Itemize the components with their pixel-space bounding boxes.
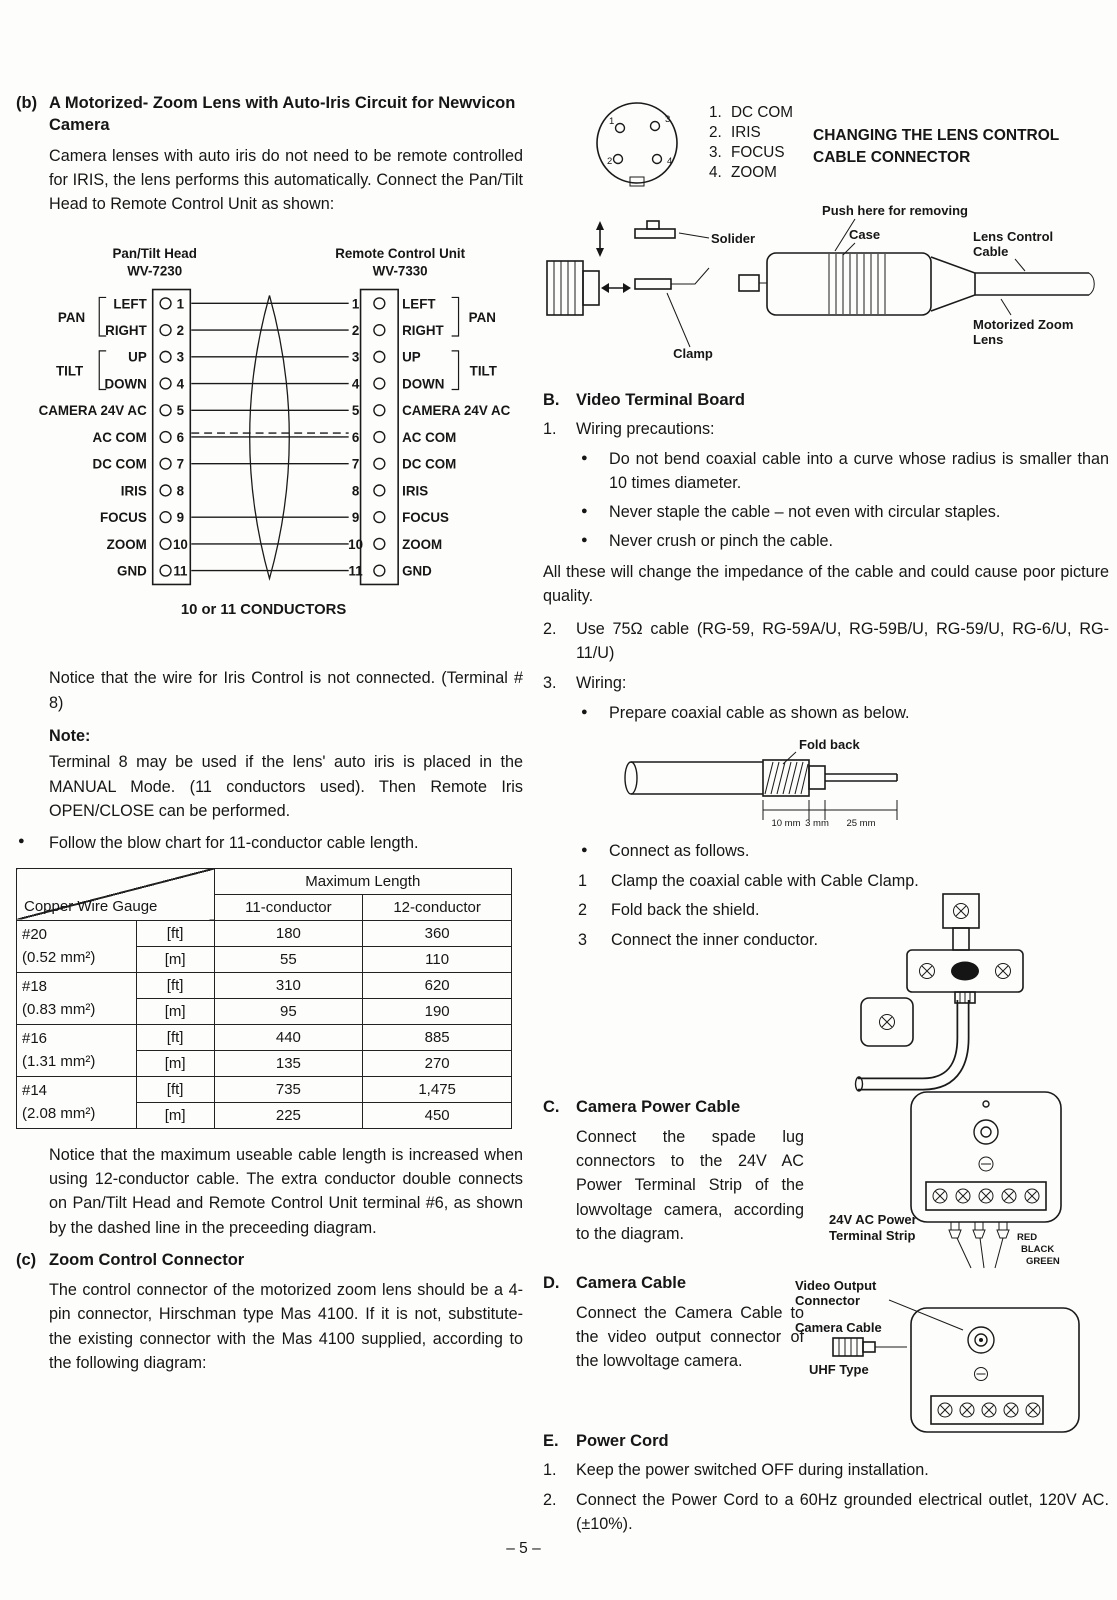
screw-icon	[1004, 1403, 1018, 1417]
terminal-number: 2	[176, 323, 185, 339]
section-title: Camera Cable	[576, 1273, 687, 1292]
motorized-label-1: Motorized Zoom	[973, 317, 1074, 332]
terminal-label-right: RIGHT	[402, 323, 444, 339]
screw-icon	[996, 963, 1011, 978]
section-b-heading	[16, 92, 523, 137]
terminal-label-left: ZOOM	[106, 537, 147, 553]
terminal-circle	[160, 405, 171, 416]
terminal-circle	[160, 432, 171, 443]
item-number: 2.	[543, 619, 557, 638]
tilt-label-left: TILT	[55, 364, 84, 380]
gauge-area: (0.52 mm²)	[22, 949, 96, 967]
value-cell: 1,475	[363, 1076, 512, 1102]
value-cell: 95	[214, 998, 363, 1024]
terminal-label-right: AC COM	[402, 430, 457, 446]
section-d-body: Connect the Camera Cable to the video output connector of the lowvoltage camera.	[576, 1303, 804, 1371]
section-c-label: (c)	[16, 1250, 37, 1269]
pantilt-model: WV-7230	[127, 264, 183, 280]
terminal-circle	[374, 325, 385, 336]
connector-outer	[974, 1120, 998, 1144]
gauge-area: (1.31 mm²)	[22, 1053, 96, 1071]
pan-label-right: PAN	[468, 310, 496, 326]
motorized-pointer	[1001, 299, 1011, 315]
impedance-note: All these will change the impedance of the cable and could cause poor picture quality.	[543, 563, 1109, 606]
section-c-body: Connect the spade lug connectors to the 24V AC Power Terminal Strip of the lowvoltage camera, according to the diagram.	[576, 1127, 804, 1244]
video-output-label-2: Connector	[795, 1292, 860, 1308]
wire	[957, 1238, 971, 1268]
terminal-circle	[160, 539, 171, 550]
fold-back-label: Fold back	[799, 736, 860, 752]
terminal-number: 7	[351, 457, 360, 473]
pantilt-head-title: Pan/Tilt Head	[112, 246, 197, 262]
connector-shell	[547, 261, 583, 315]
legend-number: 1.	[709, 104, 722, 121]
terminal-circle	[160, 512, 171, 523]
terminal-label-right: UP	[402, 350, 421, 366]
terminal-number: 1	[176, 296, 185, 312]
tilt-label-right: TILT	[469, 364, 497, 380]
terminal-number: 2	[351, 323, 360, 339]
dim-25mm: 25 mm	[846, 817, 876, 829]
terminal-number: 5	[351, 403, 360, 419]
push-here-label: Push here for removing	[822, 203, 968, 218]
page-number: – 5 –	[506, 1540, 541, 1557]
legend-item	[709, 163, 801, 183]
terminal-label-right: IRIS	[402, 483, 429, 499]
pin-2-number: 2	[607, 156, 613, 167]
lens-case	[767, 253, 931, 315]
screw-icon	[1002, 1189, 1016, 1203]
unit-cell: [ft]	[136, 1024, 214, 1050]
item-number: 2.	[543, 1490, 557, 1509]
camera-cable-diagram	[793, 1278, 1103, 1444]
legend-number: 4.	[709, 164, 722, 181]
follow-chart-line: ● Follow the blow chart for 11-conductor cable length.	[16, 832, 523, 855]
changing-connector-heading	[813, 125, 1059, 170]
pin-4-number: 4	[667, 156, 673, 167]
cable-clamp	[951, 961, 979, 980]
dim-10mm: 10 mm	[771, 817, 801, 829]
section-c-body: The control connector of the motorized zoom lens should be a 4-pin connector, Hirschman type Mas 4100. If it is not, substitute- the existing connector with the Mas 4100 supplied, according to the following diagram:	[49, 1281, 523, 1373]
step-text: Connect the inner conductor.	[611, 930, 818, 949]
terminal-label-right: GND	[402, 563, 432, 579]
camera-cable-label: Camera Cable	[795, 1319, 882, 1335]
table-row	[17, 920, 512, 946]
gauge-cell	[17, 1024, 137, 1076]
terminal-label-right: LEFT	[402, 296, 436, 312]
screw-icon	[956, 1189, 970, 1203]
pin-3-number: 3	[665, 114, 671, 125]
spade-lug	[973, 1222, 985, 1238]
list-item: ● Never staple the cable – not even with circular staples.	[579, 501, 1109, 525]
list-item: ● Prepare coaxial cable as shown as below.	[579, 702, 1109, 726]
item-text: Keep the power switched OFF during installation.	[576, 1460, 929, 1479]
terminal-number: 6	[176, 430, 185, 446]
gauge-cell	[17, 920, 137, 972]
section-title: Power Cord	[576, 1431, 669, 1450]
legend-item	[709, 103, 801, 123]
screw-icon	[979, 1189, 993, 1203]
terminal-label-left: FOCUS	[99, 510, 147, 526]
step-text: Clamp the coaxial cable with Cable Clamp.	[611, 871, 919, 890]
terminal-circle	[374, 379, 385, 390]
section-label: E.	[543, 1431, 559, 1450]
terminal-label-left: RIGHT	[105, 323, 147, 339]
value-cell: 885	[363, 1024, 512, 1050]
screw-icon	[1025, 1189, 1039, 1203]
terminal-label-left: IRIS	[120, 483, 147, 499]
terminal-number: 9	[351, 510, 360, 526]
step-number: 1	[578, 871, 588, 890]
cable-end	[625, 762, 637, 794]
terminal-circle	[374, 512, 385, 523]
terminal-circle	[374, 566, 385, 577]
pin-4	[653, 155, 662, 164]
notice-12-conductor: Notice that the maximum useable cable length is increased when using 12-conductor cable. The extra conductor double connects on Pan/Tilt Head and Remote Control Unit terminal #6, as shown by the dashed line in the preceeding diagram.	[49, 1145, 523, 1237]
screw-icon	[933, 1189, 947, 1203]
pin-3	[651, 122, 660, 131]
dim-3mm: 3 mm	[805, 817, 829, 829]
solider-label: Solider	[711, 231, 756, 246]
value-cell: 270	[363, 1050, 512, 1076]
heading-line-2: CABLE CONNECTOR	[813, 149, 971, 167]
cable-length-table	[16, 868, 512, 1129]
section-d-camera-cable	[543, 1272, 1109, 1430]
section-e-power-cord	[543, 1430, 1109, 1537]
spade-lug	[997, 1222, 1009, 1238]
step-number: 2	[578, 901, 588, 920]
lens-connector-exploded-diagram	[543, 201, 1108, 369]
contact-lug	[635, 229, 675, 238]
value-cell: 620	[363, 972, 512, 998]
screw-icon	[920, 963, 935, 978]
terminal-circle	[374, 405, 385, 416]
item-text: Wiring precautions:	[576, 420, 715, 439]
motorized-label-2: Lens	[973, 332, 1004, 347]
gauge-number: #20	[22, 925, 48, 943]
section-heading	[543, 389, 1109, 411]
table-row	[17, 1024, 512, 1050]
terminal-label-right: DC COM	[402, 457, 457, 473]
terminal-number: 4	[351, 376, 360, 392]
value-cell: 310	[214, 972, 363, 998]
connect-step	[578, 870, 1109, 893]
terminal-label-left: AC COM	[92, 430, 147, 446]
table-corner-cell	[17, 868, 215, 920]
terminal-number: 3	[176, 350, 185, 366]
conductors-caption: 10 or 11 CONDUCTORS	[180, 602, 347, 619]
rcu-model: WV-7330	[372, 264, 428, 280]
solider-pointer	[679, 233, 709, 238]
connect-intro	[579, 840, 1109, 864]
terminal-label-right: CAMERA 24V AC	[402, 403, 511, 419]
notice-iris: Notice that the wire for Iris Control is not connected. (Terminal # 8)	[49, 669, 523, 712]
terminal-number: 3	[351, 350, 360, 366]
video-output-pointer	[889, 1300, 963, 1330]
right-column	[543, 95, 1109, 1543]
terminal-number: 6	[351, 430, 360, 446]
terminal-number: 5	[176, 403, 185, 419]
terminal-label-right: DOWN	[402, 376, 445, 392]
unit-cell: [m]	[136, 1102, 214, 1128]
section-b-title: A Motorized- Zoom Lens with Auto-Iris Circuit for Newvicon Camera	[49, 94, 516, 135]
camera-power-diagram	[899, 1090, 1077, 1272]
wire-green-label: GREEN	[1026, 1255, 1060, 1267]
section-c-camera-power	[543, 1096, 1109, 1272]
gauge-cell	[17, 1076, 137, 1128]
terminal-number: 4	[176, 376, 185, 392]
section-b-body: Camera lenses with auto iris do not need to be remote controlled for IRIS, the lens performs this automatically. Connect the Pan/Tilt Head to Remote Control Unit as shown:	[49, 146, 523, 214]
pin-connector-diagram	[583, 95, 695, 193]
rcu-title: Remote Control Unit	[335, 246, 466, 262]
lens-cable-pointer	[1015, 259, 1025, 271]
cable-clamp-diagram	[851, 892, 1061, 1100]
coax-prep-diagram	[613, 736, 943, 830]
clamp-label: Clamp	[673, 346, 713, 361]
pin-connector-row	[543, 95, 1109, 199]
legend-item	[709, 123, 801, 143]
right-terminal-box	[361, 290, 399, 585]
case-taper	[931, 257, 975, 311]
heading-line-1: CHANGING THE LENS CONTROL	[813, 127, 1060, 144]
numbered-item	[543, 618, 1109, 666]
left-column	[16, 92, 523, 1384]
terminal-label-left: LEFT	[113, 296, 147, 312]
gauge-area: (2.08 mm²)	[22, 1105, 96, 1123]
item-text: Use 75Ω cable (RG-59, RG-59A/U, RG-59B/U, RG-59/U, RG-6/U, RG-11/U)	[576, 619, 1109, 662]
video-output-label-1: Video Output	[795, 1277, 877, 1293]
section-label: D.	[543, 1273, 560, 1292]
terminal-number: 7	[176, 457, 185, 473]
uhf-plug	[833, 1338, 863, 1356]
legend-label: DC COM	[731, 104, 794, 121]
table-row	[17, 972, 512, 998]
unit-cell: [ft]	[136, 920, 214, 946]
clamp-pointer	[667, 293, 690, 347]
terminal-label-left: DC COM	[92, 457, 147, 473]
section-b-video-terminal	[543, 389, 1109, 726]
item-text: Connect the Power Cord to a 60Hz grounded electrical outlet, 120V AC. (±10%).	[576, 1490, 1109, 1533]
pin-1-number: 1	[609, 116, 615, 127]
value-cell: 135	[214, 1050, 363, 1076]
uhf-type-label: UHF Type	[809, 1361, 869, 1377]
legend-item	[709, 143, 801, 163]
insulation-step	[809, 766, 825, 789]
list-item: ● Do not bend coaxial cable into a curve whose radius is smaller than 10 times diameter.	[579, 448, 1109, 496]
unit-cell: [m]	[136, 946, 214, 972]
pin-1	[616, 124, 625, 133]
wire-black-label: BLACK	[1021, 1243, 1055, 1255]
gauge-area: (0.83 mm²)	[22, 1001, 96, 1019]
precaution-list	[579, 448, 1109, 554]
terminal-label-left: CAMERA 24V AC	[38, 403, 147, 419]
terminal-circle	[160, 459, 171, 470]
pan-label-left: PAN	[57, 310, 86, 326]
terminal-circle	[374, 485, 385, 496]
strip-label-2: Terminal Strip	[829, 1227, 916, 1243]
gauge-number: #16	[22, 1029, 48, 1047]
wiring-rows	[39, 297, 511, 579]
tilt-bracket-right	[452, 351, 459, 390]
section-b-label: (b)	[16, 94, 38, 112]
wiring-diagram	[16, 242, 521, 630]
contact-lug-2	[635, 279, 671, 289]
item-text: Wiring:	[576, 673, 627, 692]
section-title: Camera Power Cable	[576, 1097, 741, 1116]
screw-icon	[960, 1403, 974, 1417]
legend-number: 3.	[709, 144, 722, 161]
connect-steps-block	[543, 840, 1109, 1096]
value-cell: 450	[363, 1102, 512, 1128]
shell-collar	[583, 271, 599, 305]
screw-icon	[1026, 1403, 1040, 1417]
col-12-header: 12-conductor	[363, 894, 512, 920]
terminal-circle	[160, 298, 171, 309]
screw-icon	[954, 903, 969, 918]
terminal-circle	[374, 539, 385, 550]
gauge-number: #18	[22, 977, 48, 995]
numbered-item	[543, 1459, 1109, 1483]
cable-lines	[975, 273, 1089, 295]
corner-label: Copper Wire Gauge	[24, 897, 158, 915]
terminal-circle	[160, 352, 171, 363]
terminal-number: 10	[172, 537, 188, 553]
item-number: 3.	[543, 673, 557, 692]
numbered-item	[543, 1489, 1109, 1537]
unit-cell: [m]	[136, 1050, 214, 1076]
terminal-circle	[374, 298, 385, 309]
lens-cable-label-2: Cable	[973, 244, 1009, 259]
case-label: Case	[849, 227, 881, 242]
list-item: ● Connect as follows.	[579, 840, 1109, 864]
wire	[980, 1238, 984, 1268]
value-cell: 190	[363, 998, 512, 1024]
list-item: ● Never crush or pinch the cable.	[579, 530, 1109, 554]
legend-label: IRIS	[731, 124, 761, 141]
wire-red-label: RED	[1017, 1231, 1038, 1243]
legend-label: FOCUS	[731, 144, 785, 161]
terminal-circle	[160, 325, 171, 336]
numbered-item	[543, 672, 1109, 696]
wire	[995, 1238, 1003, 1268]
value-cell: 735	[214, 1076, 363, 1102]
value-cell: 360	[363, 920, 512, 946]
terminal-circle	[160, 485, 171, 496]
terminal-circle	[160, 379, 171, 390]
terminal-circle	[374, 352, 385, 363]
legend-label: ZOOM	[731, 164, 777, 181]
table-row	[17, 1076, 512, 1102]
step-number: 3	[578, 930, 588, 949]
gauge-number: #14	[22, 1081, 48, 1099]
terminal-number: 8	[176, 483, 185, 499]
pin-legend	[709, 103, 801, 183]
terminal-label-left: GND	[117, 563, 147, 579]
legend-number: 2.	[709, 124, 722, 141]
terminal-number: 8	[351, 483, 360, 499]
note-body: Terminal 8 may be used if the lens' auto iris is placed in the MANUAL Mode. (11 conductors used). Then Remote Iris OPEN/CLOSE can be performed.	[49, 753, 523, 820]
unit-cell: [ft]	[136, 972, 214, 998]
value-cell: 180	[214, 920, 363, 946]
col-11-header: 11-conductor	[214, 894, 363, 920]
terminal-number: 1	[351, 296, 360, 312]
screw-icon	[982, 1403, 996, 1417]
terminal-label-right: FOCUS	[402, 510, 449, 526]
connector-tip	[739, 275, 759, 291]
section-c-heading	[16, 1249, 523, 1271]
step-text: Fold back the shield.	[611, 901, 760, 920]
terminal-circle	[374, 432, 385, 443]
screw-icon	[880, 1014, 895, 1029]
value-cell: 55	[214, 946, 363, 972]
section-title: Video Terminal Board	[576, 391, 746, 409]
terminal-number: 11	[348, 563, 363, 579]
note-label: Note:	[49, 727, 91, 746]
gauge-cell	[17, 972, 137, 1024]
terminal-number: 10	[348, 537, 364, 553]
value-cell: 225	[214, 1102, 363, 1128]
terminal-label-left: DOWN	[104, 376, 147, 392]
terminal-label-left: UP	[128, 350, 147, 366]
pan-bracket-right	[452, 298, 459, 337]
unit-cell: [ft]	[136, 1076, 214, 1102]
section-c-title: Zoom Control Connector	[49, 1250, 245, 1269]
section-label: B.	[543, 391, 560, 409]
terminal-circle	[160, 566, 171, 577]
lens-cable-label-1: Lens Control	[973, 229, 1054, 244]
numbered-item	[543, 418, 1109, 442]
terminal-number: 9	[176, 510, 185, 526]
terminal-number: 11	[173, 563, 188, 579]
value-cell: 440	[214, 1024, 363, 1050]
screw-icon	[938, 1403, 952, 1417]
wiring-list	[579, 702, 1109, 726]
strip-label-1: 24V AC Power	[829, 1211, 917, 1227]
item-number: 1.	[543, 420, 557, 439]
pin-2	[614, 155, 623, 164]
value-cell: 110	[363, 946, 512, 972]
terminal-label-right: ZOOM	[402, 537, 443, 553]
max-length-header: Maximum Length	[214, 868, 511, 894]
section-label: C.	[543, 1097, 560, 1116]
item-number: 1.	[543, 1460, 557, 1479]
terminal-circle	[374, 459, 385, 470]
unit-cell: [m]	[136, 998, 214, 1024]
connector-keyway	[630, 177, 644, 186]
spade-lug	[949, 1222, 961, 1238]
